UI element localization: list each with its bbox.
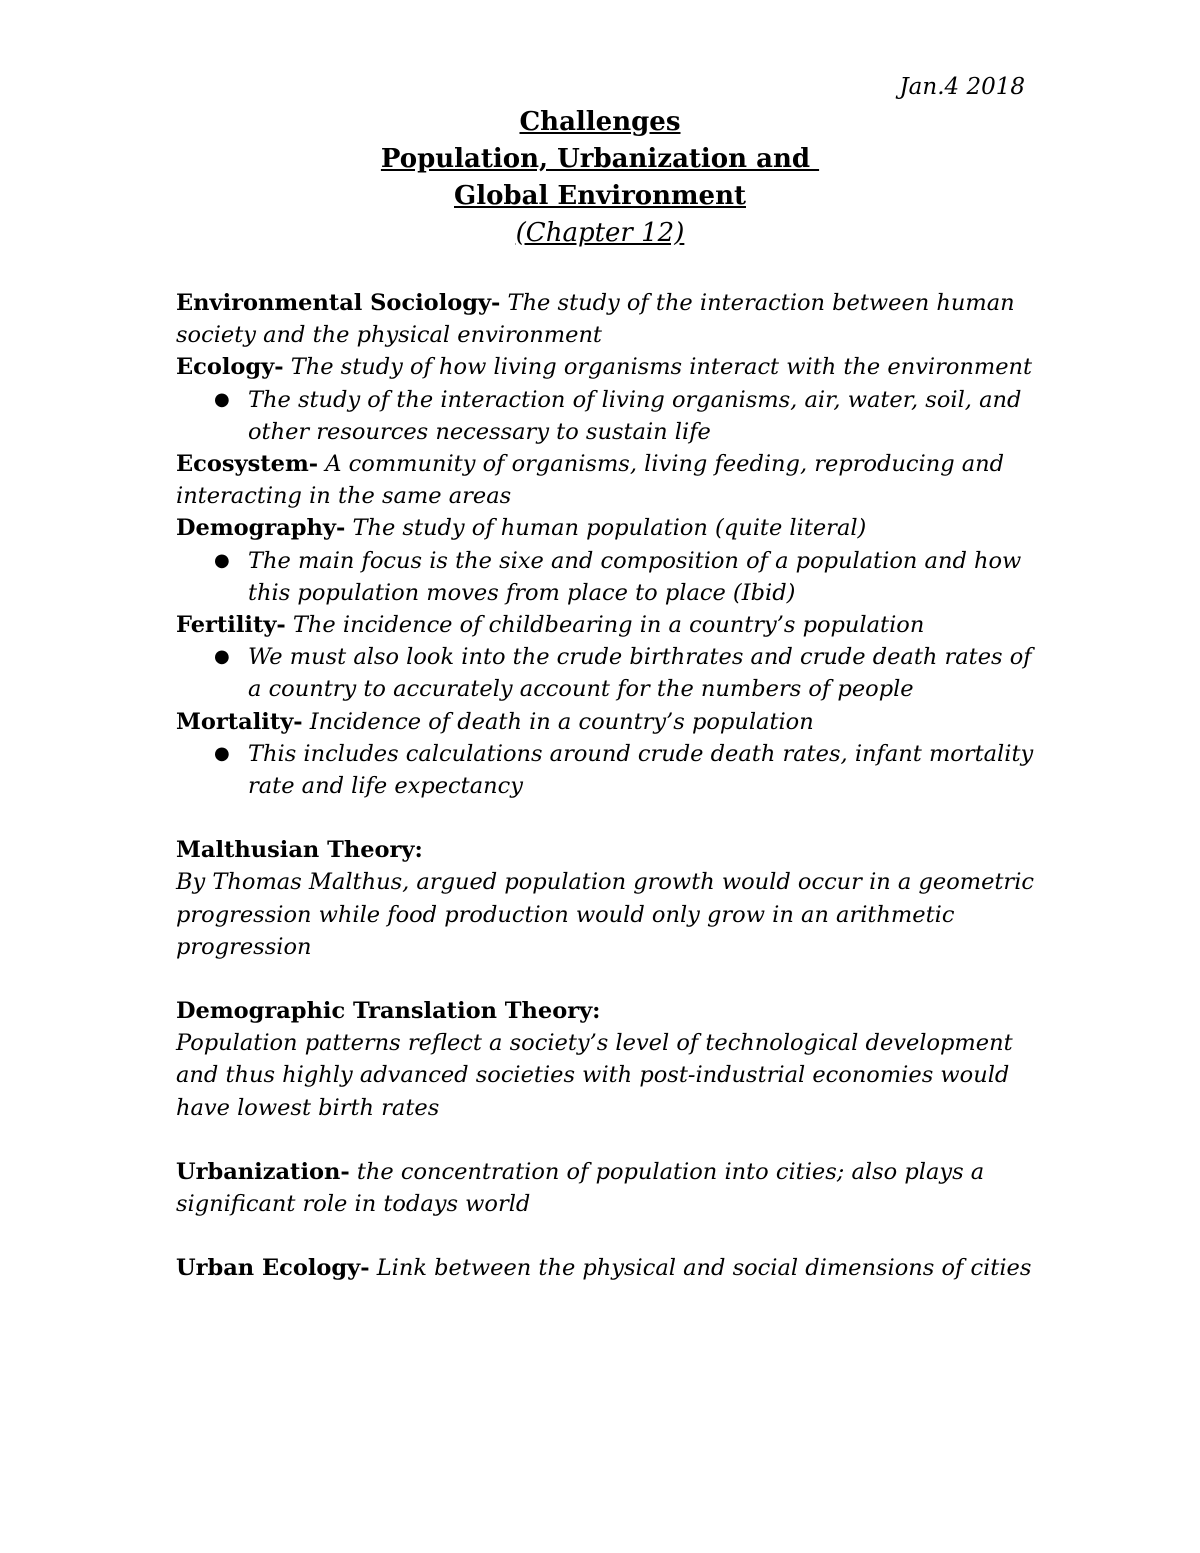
spacer bbox=[176, 1124, 1036, 1156]
bullet-icon: ● bbox=[214, 388, 230, 410]
list-item bbox=[176, 545, 1036, 609]
term: Urban Ecology- bbox=[176, 1255, 370, 1282]
bullet-text: This includes calculations around crude death rates, infant mortality rate and life expectancy bbox=[248, 740, 1034, 800]
list-item bbox=[176, 641, 1036, 705]
definition-text: The incidence of childbearing in a country’s population bbox=[285, 612, 925, 639]
notes-content bbox=[176, 287, 1036, 1284]
definition-demography bbox=[176, 512, 1036, 544]
definition-text: The study of the interaction between human society and the physical environment bbox=[176, 290, 1015, 349]
title-block bbox=[300, 104, 900, 252]
definition-text: The study of human population (quite literal) bbox=[345, 515, 867, 542]
demography-bullets bbox=[176, 545, 1036, 609]
title-challenges: Challenges bbox=[519, 107, 681, 137]
bullet-icon: ● bbox=[214, 646, 230, 668]
term: Demography- bbox=[176, 515, 346, 542]
definition-environmental-sociology bbox=[176, 287, 1036, 351]
demographic-translation-heading: Demographic Translation Theory: bbox=[176, 998, 601, 1025]
spacer bbox=[176, 1220, 1036, 1252]
malthusian-text: By Thomas Malthus, argued population growth would occur in a geometric progression while food production would only grow in an arithmetic progression bbox=[176, 869, 1034, 960]
date: Jan.4 2018 bbox=[899, 74, 1025, 100]
bullet-icon: ● bbox=[214, 549, 230, 571]
malthusian-heading: Malthusian Theory: bbox=[176, 837, 423, 864]
definition-urban-ecology bbox=[176, 1252, 1036, 1284]
bullet-text: The main focus is the sixe and composition of a population and how this population moves from place to place (Ibid) bbox=[248, 547, 1022, 606]
term: Environmental Sociology- bbox=[176, 290, 501, 316]
fertility-bullets bbox=[176, 641, 1036, 705]
bullet-text: We must also look into the crude birthrates and crude death rates of a country to accurately account for the numbers of people bbox=[248, 644, 1032, 703]
title-global-environment: Global Environment bbox=[454, 181, 746, 211]
definition-text: Link between the physical and social dimensions of cities bbox=[369, 1255, 1032, 1282]
definition-ecosystem bbox=[176, 448, 1036, 512]
definition-text: Incidence of death in a country’s population bbox=[302, 708, 814, 735]
title-population-urbanization: Population, Urbanization and bbox=[380, 144, 820, 174]
bullet-text: The study of the interaction of living organisms, air, water, soil, and other resources necessary to sustain life bbox=[248, 386, 1022, 445]
spacer bbox=[176, 802, 1036, 834]
term: Urbanization- bbox=[176, 1158, 350, 1185]
term: Ecosystem- bbox=[176, 451, 319, 478]
definition-ecology bbox=[176, 351, 1036, 383]
demographic-translation-text: Population patterns reflect a society’s level of technological development and thus highly advanced societies with post-industrial economies would have lowest birth rates bbox=[176, 1030, 1013, 1121]
list-item bbox=[176, 738, 1036, 802]
spacer bbox=[176, 963, 1036, 995]
chapter-label: (Chapter 12) bbox=[515, 218, 685, 248]
list-item bbox=[176, 384, 1036, 448]
term: Fertility- bbox=[176, 612, 286, 639]
definition-text: the concentration of population into cities; also plays a significant role in todays world bbox=[176, 1158, 985, 1218]
definition-mortality bbox=[176, 706, 1036, 738]
bullet-icon: ● bbox=[214, 742, 230, 764]
definition-text: The study of how living organisms interact with the environment bbox=[283, 354, 1033, 381]
ecology-bullets bbox=[176, 384, 1036, 448]
mortality-bullets bbox=[176, 738, 1036, 802]
term: Ecology- bbox=[176, 354, 284, 381]
term: Mortality- bbox=[176, 708, 303, 735]
definition-text: A community of organisms, living feeding, reproducing and interacting in the same areas bbox=[176, 451, 1005, 510]
definition-fertility bbox=[176, 609, 1036, 641]
definition-urbanization bbox=[176, 1156, 1036, 1220]
